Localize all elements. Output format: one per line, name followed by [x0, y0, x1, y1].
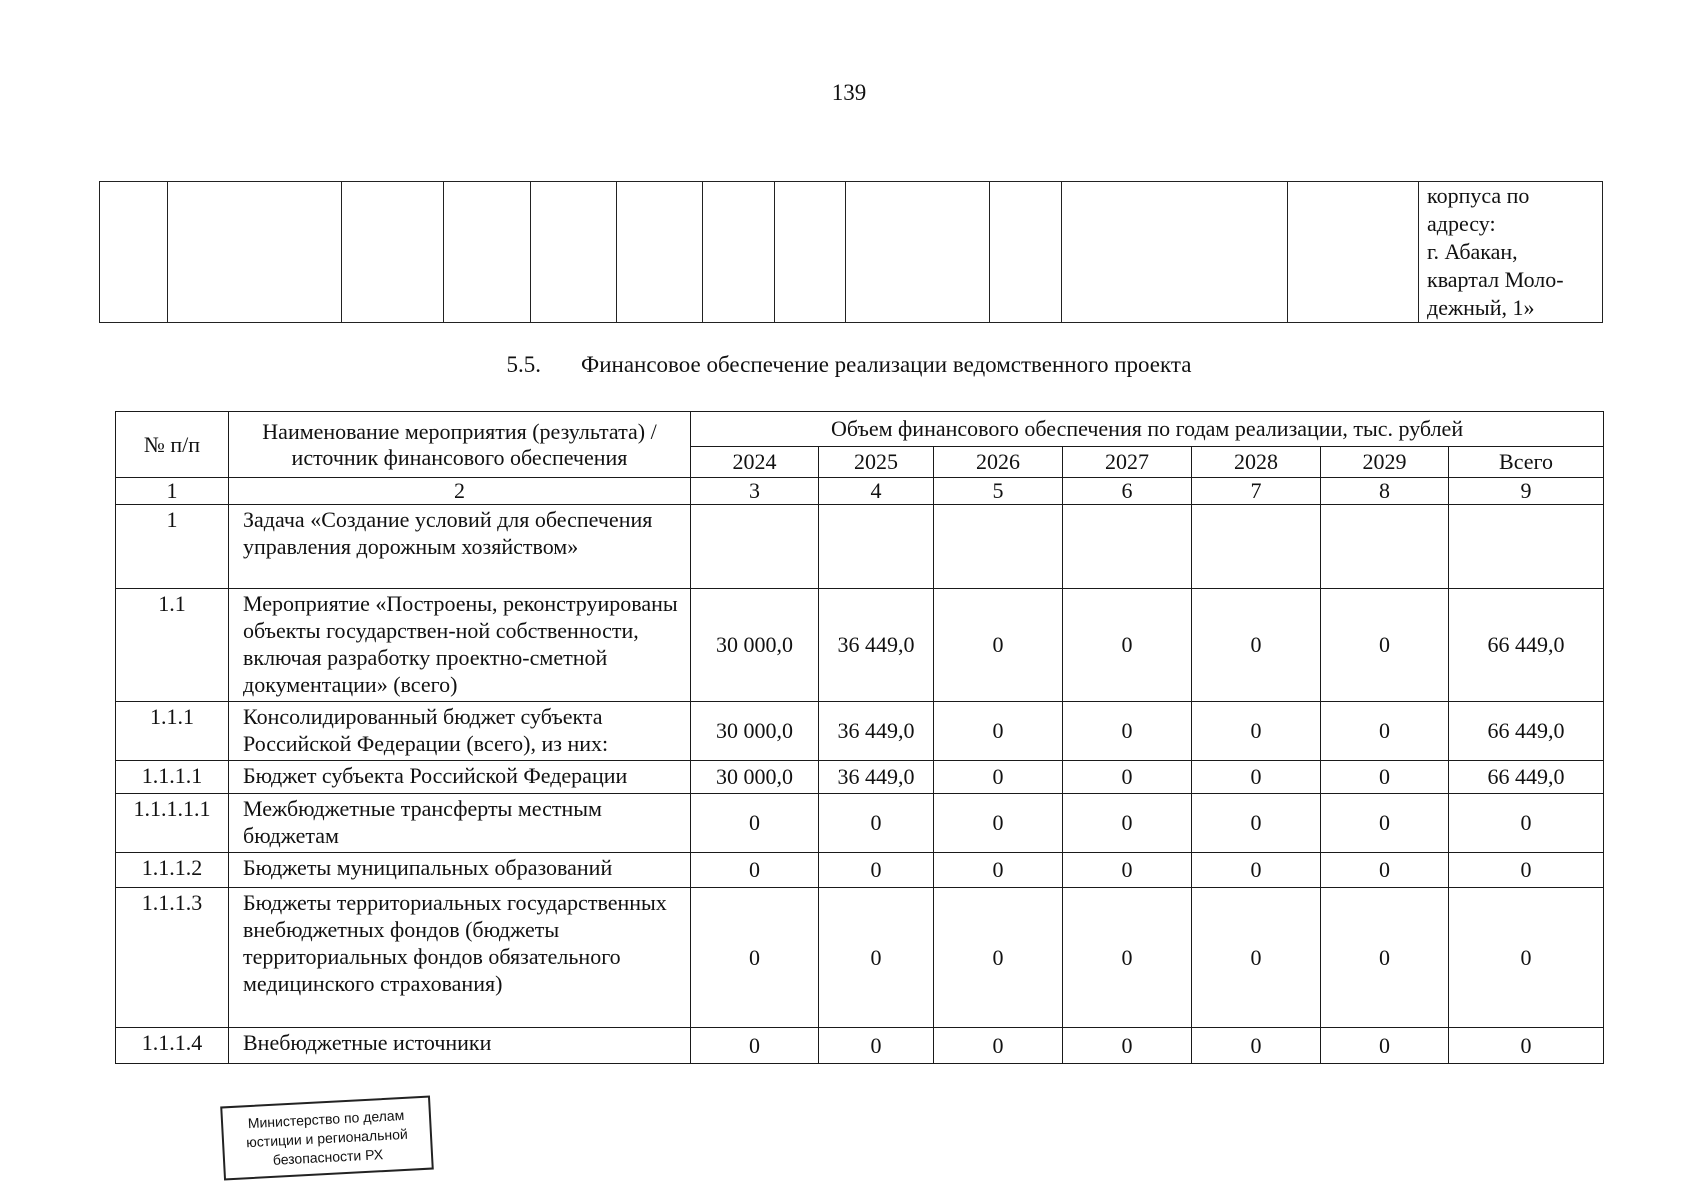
section-heading [0, 352, 1698, 378]
value-cell [934, 505, 1063, 589]
row-number: 1.1.1.4 [116, 1028, 229, 1064]
empty-cell [100, 182, 168, 323]
row-number: 1.1.1.3 [116, 888, 229, 1028]
table-row [116, 589, 1604, 702]
header-number: № п/п [116, 412, 229, 478]
value-cell: 0 [1063, 702, 1192, 761]
address-line: дежный, 1» [1427, 295, 1535, 320]
header-year: 2026 [934, 447, 1063, 478]
table-row [116, 702, 1604, 761]
empty-cell [775, 182, 846, 323]
header-total: Всего [1449, 447, 1604, 478]
header-year: 2028 [1192, 447, 1321, 478]
value-cell: 30 000,0 [691, 589, 819, 702]
value-cell: 0 [691, 853, 819, 888]
value-cell: 0 [1192, 589, 1321, 702]
table-row [116, 761, 1604, 794]
stamp-line: безопасности РХ [272, 1145, 384, 1168]
address-line: адресу: [1427, 211, 1496, 236]
empty-cell [1062, 182, 1288, 323]
value-cell: 30 000,0 [691, 761, 819, 794]
value-cell: 0 [934, 702, 1063, 761]
financing-table [115, 411, 1604, 1064]
empty-cell [168, 182, 342, 323]
empty-cell [531, 182, 617, 323]
value-cell: 0 [691, 1028, 819, 1064]
column-number: 4 [819, 478, 934, 505]
continuation-row [100, 182, 1603, 323]
row-name: Бюджеты территориальных государственных внебюджетных фондов (бюджеты территориальных фондов обязательного медицинского страхования) [229, 888, 691, 1028]
value-cell: 0 [691, 888, 819, 1028]
value-cell [1192, 505, 1321, 589]
header-year: 2029 [1321, 447, 1449, 478]
column-number: 9 [1449, 478, 1604, 505]
value-cell: 0 [1063, 888, 1192, 1028]
value-cell: 0 [819, 794, 934, 853]
value-cell: 0 [1321, 853, 1449, 888]
header-year: 2025 [819, 447, 934, 478]
value-cell: 0 [819, 1028, 934, 1064]
value-cell: 0 [1449, 888, 1604, 1028]
value-cell: 0 [1192, 853, 1321, 888]
value-cell: 0 [1192, 702, 1321, 761]
value-cell: 30 000,0 [691, 702, 819, 761]
row-number: 1.1.1.1.1 [116, 794, 229, 853]
stamp-line: Министерство по делам [247, 1106, 405, 1131]
value-cell: 0 [1321, 888, 1449, 1028]
value-cell: 0 [934, 888, 1063, 1028]
header-year: 2024 [691, 447, 819, 478]
value-cell: 0 [1449, 853, 1604, 888]
value-cell: 0 [819, 888, 934, 1028]
empty-cell [990, 182, 1062, 323]
value-cell: 0 [1063, 794, 1192, 853]
page-number: 139 [831, 80, 867, 105]
table-row [116, 1028, 1604, 1064]
registration-stamp [220, 1096, 434, 1181]
header-funding-group: Объем финансового обеспечения по годам реализации, тыс. рублей [691, 412, 1604, 447]
row-number: 1 [116, 505, 229, 589]
value-cell: 0 [1321, 589, 1449, 702]
value-cell: 0 [934, 589, 1063, 702]
value-cell [691, 505, 819, 589]
value-cell: 36 449,0 [819, 702, 934, 761]
row-name: Внебюджетные источники [229, 1028, 691, 1064]
header-year: 2027 [1063, 447, 1192, 478]
value-cell: 0 [1321, 1028, 1449, 1064]
column-number: 5 [934, 478, 1063, 505]
row-name: Задача «Создание условий для обеспечения управления дорожным хозяйством» [229, 505, 691, 589]
value-cell: 0 [934, 794, 1063, 853]
value-cell: 36 449,0 [819, 589, 934, 702]
empty-cell [846, 182, 990, 323]
value-cell: 0 [1192, 1028, 1321, 1064]
empty-cell [703, 182, 775, 323]
column-number: 2 [229, 478, 691, 505]
column-numbers-row [116, 478, 1604, 505]
column-number: 3 [691, 478, 819, 505]
section-title: Финансовое обеспечение реализации ведомственного проекта [581, 352, 1192, 377]
stamp-line: юстиции и региональной [245, 1125, 409, 1150]
table-row [116, 794, 1604, 853]
row-name: Бюджеты муниципальных образований [229, 853, 691, 888]
row-number: 1.1.1.1 [116, 761, 229, 794]
value-cell: 0 [1449, 794, 1604, 853]
continuation-table [99, 181, 1603, 323]
column-number: 1 [116, 478, 229, 505]
row-name: Консолидированный бюджет субъекта Российской Федерации (всего), из них: [229, 702, 691, 761]
empty-cell [1288, 182, 1419, 323]
value-cell: 0 [934, 761, 1063, 794]
value-cell: 0 [1321, 794, 1449, 853]
value-cell: 0 [1321, 702, 1449, 761]
header-row [116, 412, 1604, 447]
value-cell [1321, 505, 1449, 589]
value-cell [1063, 505, 1192, 589]
row-name: Мероприятие «Построены, реконструированы объекты государствен-ной собственности, включая разработку проектно-сметной документации» (всего) [229, 589, 691, 702]
value-cell: 36 449,0 [819, 761, 934, 794]
address-line: квартал Моло- [1427, 267, 1564, 292]
value-cell: 66 449,0 [1449, 761, 1604, 794]
value-cell: 0 [934, 1028, 1063, 1064]
row-number: 1.1.1.2 [116, 853, 229, 888]
value-cell: 0 [1063, 761, 1192, 794]
table-row [116, 888, 1604, 1028]
address-line: г. Абакан, [1427, 239, 1518, 264]
value-cell: 0 [1192, 888, 1321, 1028]
row-name: Межбюджетные трансферты местным бюджетам [229, 794, 691, 853]
table-row [116, 505, 1604, 589]
value-cell: 0 [1063, 853, 1192, 888]
value-cell: 0 [1192, 794, 1321, 853]
empty-cell [617, 182, 703, 323]
column-number: 7 [1192, 478, 1321, 505]
column-number: 8 [1321, 478, 1449, 505]
empty-cell [444, 182, 531, 323]
value-cell: 0 [691, 794, 819, 853]
address-cell [1419, 182, 1603, 323]
value-cell: 0 [1321, 761, 1449, 794]
value-cell [819, 505, 934, 589]
column-number: 6 [1063, 478, 1192, 505]
header-name: Наименование мероприятия (результата) / источник финансового обеспечения [229, 412, 691, 478]
value-cell: 0 [934, 853, 1063, 888]
address-line: корпуса по [1427, 183, 1530, 208]
value-cell: 0 [819, 853, 934, 888]
value-cell [1449, 505, 1604, 589]
empty-cell [342, 182, 444, 323]
section-number: 5.5. [506, 352, 542, 377]
value-cell: 66 449,0 [1449, 702, 1604, 761]
row-name: Бюджет субъекта Российской Федерации [229, 761, 691, 794]
value-cell: 66 449,0 [1449, 589, 1604, 702]
row-number: 1.1.1 [116, 702, 229, 761]
value-cell: 0 [1063, 1028, 1192, 1064]
value-cell: 0 [1192, 761, 1321, 794]
value-cell: 0 [1449, 1028, 1604, 1064]
row-number: 1.1 [116, 589, 229, 702]
value-cell: 0 [1063, 589, 1192, 702]
table-row [116, 853, 1604, 888]
